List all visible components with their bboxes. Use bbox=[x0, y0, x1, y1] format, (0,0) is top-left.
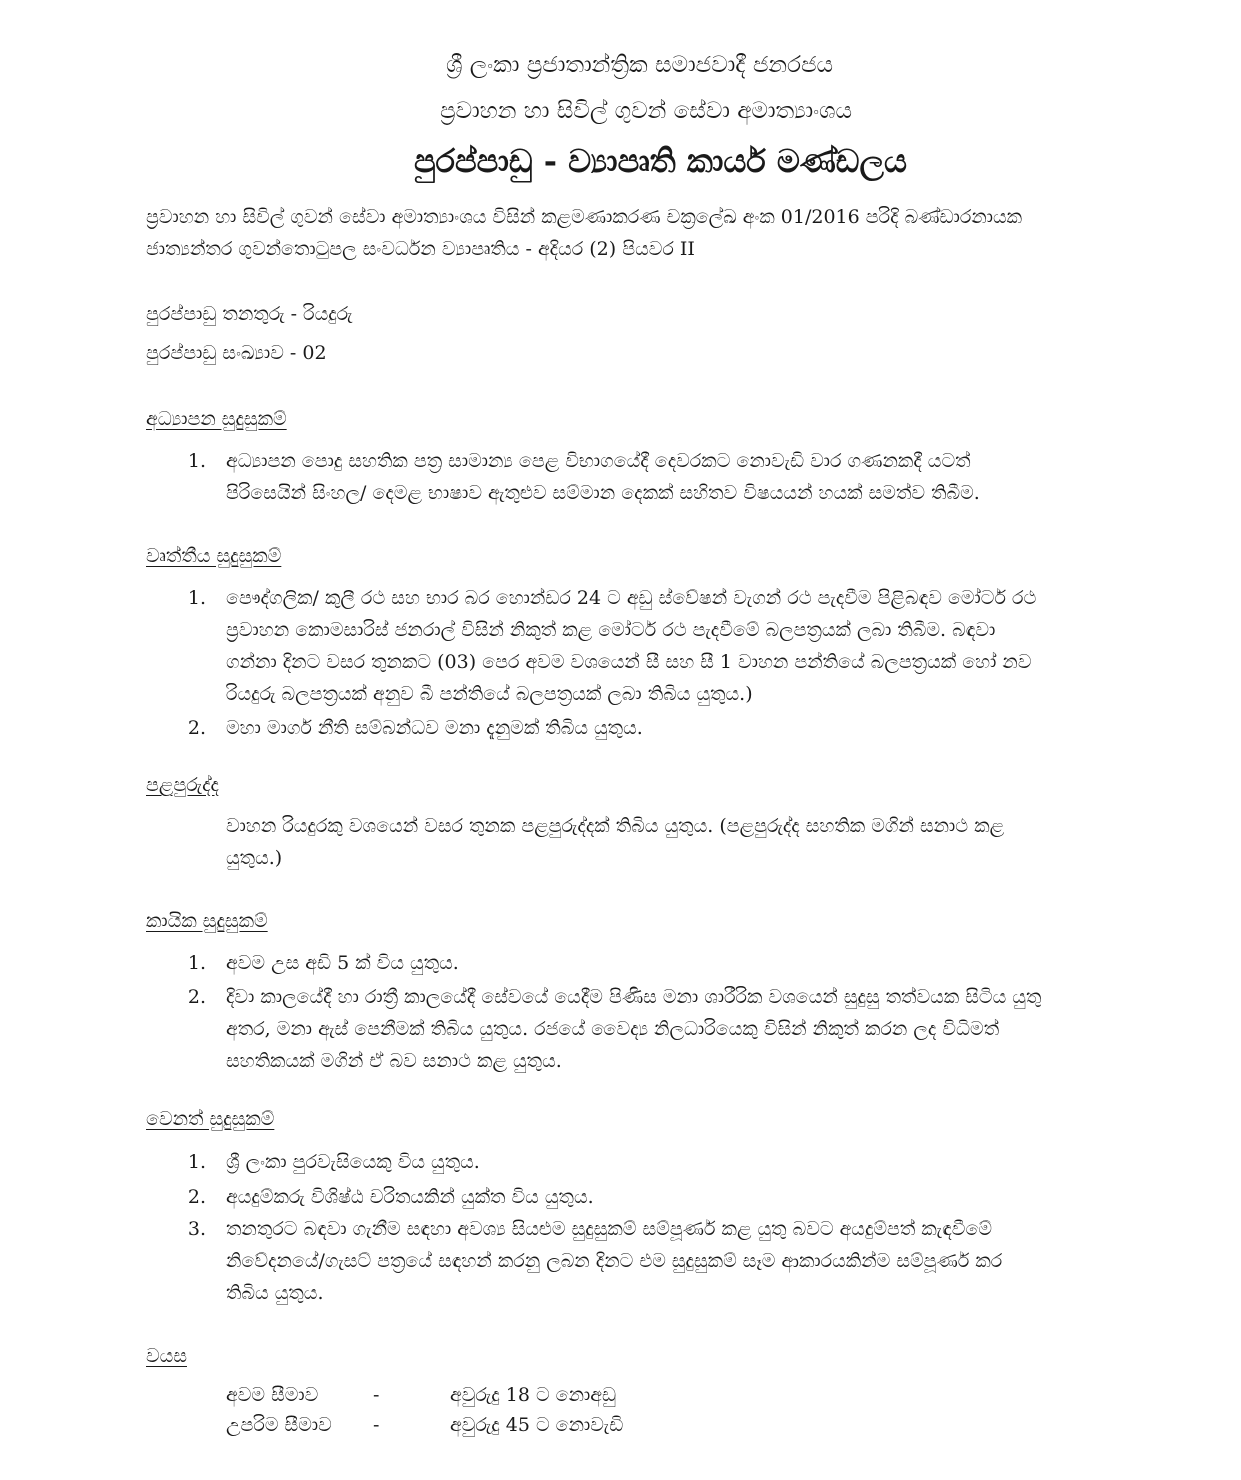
other-item-1-num: 1. bbox=[187, 1151, 206, 1173]
professional-item-1-num: 1. bbox=[187, 587, 206, 609]
experience-line-2: යුතුය.) bbox=[226, 847, 283, 869]
physical-title: කායික සුදුසුකම් bbox=[146, 910, 268, 932]
header-ministry: ප්‍රවාහන හා සිවිල් ගුවන් සේවා අමාත්‍යාංශය bbox=[440, 98, 853, 124]
education-item-1-num: 1. bbox=[187, 450, 206, 472]
other-item-3-line-3: තිබිය යුතුය. bbox=[226, 1282, 324, 1304]
age-title: වයස bbox=[146, 1345, 187, 1367]
vacancy-post: පුරප්පාඩු තනතුරු - රියදුරු bbox=[146, 303, 353, 325]
experience-line-1: වාහන රියදුරකු වශයෙන් වසර තුනක පළපුරුද්දක් තිබිය යුතුය. (පළපුරුද්ද සහතික මගින් සනාථ කළ bbox=[226, 815, 1005, 837]
professional-item-1-line-1: පෞද්ගලික/ කුලී රථ සහ භාර බර හොන්ඩර 24 ට අඩු ස්වේෂන් වැගන් රථ පැදවීම පිළිබඳව මෝටර් රථ bbox=[226, 587, 1037, 609]
age-min-sep: - bbox=[373, 1384, 380, 1406]
education-title: අධ්‍යාපන සුදුසුකම් bbox=[146, 408, 287, 430]
header-title: පුරප්පාඩු - ව්‍යාපෘති කාර්ය මණ්ඩලය bbox=[414, 142, 907, 180]
age-min-label: අවම සීමාව bbox=[226, 1384, 319, 1406]
other-item-3-num: 3. bbox=[187, 1218, 206, 1240]
education-item-1-line-1: අධ්‍යාපන පොදු සහතික පත්‍ර සාමාන්‍ය පෙළ විභාගයේදී දෙවරකට නොවැඩි වාර ගණනකදී යටත් bbox=[226, 450, 971, 472]
other-item-2-num: 2. bbox=[187, 1186, 206, 1208]
physical-item-2-line-2: අතර, මනා ඇස් පෙනීමක් තිබිය යුතුය. රජයේ වෛද්‍ය නිලධාරියෙකු විසින් නිකුත් කරන ලද විධිමත් bbox=[226, 1018, 1000, 1040]
age-max-sep: - bbox=[373, 1414, 380, 1436]
other-item-3-line-2: නිවේදනයේ/ගැසට් පත්‍රයේ සඳහන් කරනු ලබන දිනට එම සුදුසුකම් සෑම ආකාරයකින්ම සම්පූර්ණ කර bbox=[226, 1250, 1003, 1272]
other-item-3-line-1: තනතුරට බඳවා ගැනීම සඳහා අවශ්‍ය සියළුම සුදුසුකම් සම්පූර්ණ කළ යුතු බවට අයදුම්පත් කැඳවීමේ bbox=[226, 1218, 993, 1240]
age-max-label: උපරිම සීමාව bbox=[226, 1414, 332, 1436]
intro-line-2: ජාත්‍යන්තර ගුවන්තොටුපල සංවර්ධන ව්‍යාපෘතිය - අදියර (2) පියවර II bbox=[146, 238, 695, 260]
physical-item-1-num: 1. bbox=[187, 952, 206, 974]
professional-item-2-num: 2. bbox=[187, 717, 206, 739]
intro-line-1: ප්‍රවාහන හා සිවිල් ගුවන් සේවා අමාත්‍යාංශය විසින් කළමණාකරණ චක්‍රලේඛ අංක 01/2016 පරිදි බණ්ඩාරනායක bbox=[146, 206, 1023, 228]
physical-item-2-num: 2. bbox=[187, 986, 206, 1008]
other-title: වෙනත් සුදුසුකම් bbox=[146, 1108, 275, 1130]
other-item-2-line-1: අයදුම්කරු විශිෂ්ඨ චරිතයකින් යුක්ත විය යුතුය. bbox=[226, 1186, 594, 1208]
education-item-1-line-2: පිරිසෙයින් සිංහල/ දෙමළ භාෂාව ඇතුළුව සම්මාන දෙකක් සහිතව විෂයයන් හයක් සමත්ව තිබීම. bbox=[226, 482, 980, 504]
header-country: ශ්‍රී ලංකා ප්‍රජාතාන්ත්‍රික සමාජවාදී ජනරජය bbox=[446, 52, 834, 78]
other-item-1-line-1: ශ්‍රී ලංකා පුරවැසියෙකු විය යුතුය. bbox=[226, 1151, 480, 1173]
professional-title: වෘත්තීය සුදුසුකම් bbox=[146, 545, 282, 567]
physical-item-2-line-1: දිවා කාලයේදී හා රාත්‍රී කාලයේදී සේවයේ යෙදීම පිණිස මනා ශාරීරික වශයෙන් සුදුසු තත්වයක සිටිය යුතු bbox=[226, 986, 1042, 1008]
experience-title: පළපුරුද්ද bbox=[146, 774, 219, 796]
age-min-value: අවුරුදු 18 ට නොඅඩු bbox=[450, 1384, 617, 1406]
physical-item-2-line-3: සහතිකයක් මගින් ඒ බව සනාථ කළ යුතුය. bbox=[226, 1050, 562, 1072]
professional-item-1-line-3: ගන්නා දිනට වසර තුනකට (03) පෙර අවම වශයෙන් සී සහ සී 1 වාහන පන්තියේ බලපත්‍රයක් හෝ නව bbox=[226, 651, 1032, 673]
professional-item-1-line-4: රියදුරු බලපත්‍රයක් අනුව බී පන්තියේ බලපත්‍රයක් ලබා තිබිය යුතුය.) bbox=[226, 683, 753, 705]
vacancy-count: පුරප්පාඩු සංඛ්‍යාව - 02 bbox=[146, 342, 327, 364]
professional-item-1-line-2: ප්‍රවාහන කොමසාරිස් ජනරාල් විසින් නිකුත් කළ මෝටර් රථ පැදවීමේ බලපත්‍රයක් ලබා තිබීම. බඳවා bbox=[226, 619, 996, 641]
age-max-value: අවුරුදු 45 ට නොවැඩි bbox=[450, 1414, 624, 1436]
professional-item-2-line-1: මහා මාර්ග නීති සම්බන්ධව මනා දැනුමක් තිබිය යුතුය. bbox=[226, 717, 643, 739]
physical-item-1-line-1: අවම උස අඩි 5 ක් විය යුතුය. bbox=[226, 952, 459, 974]
